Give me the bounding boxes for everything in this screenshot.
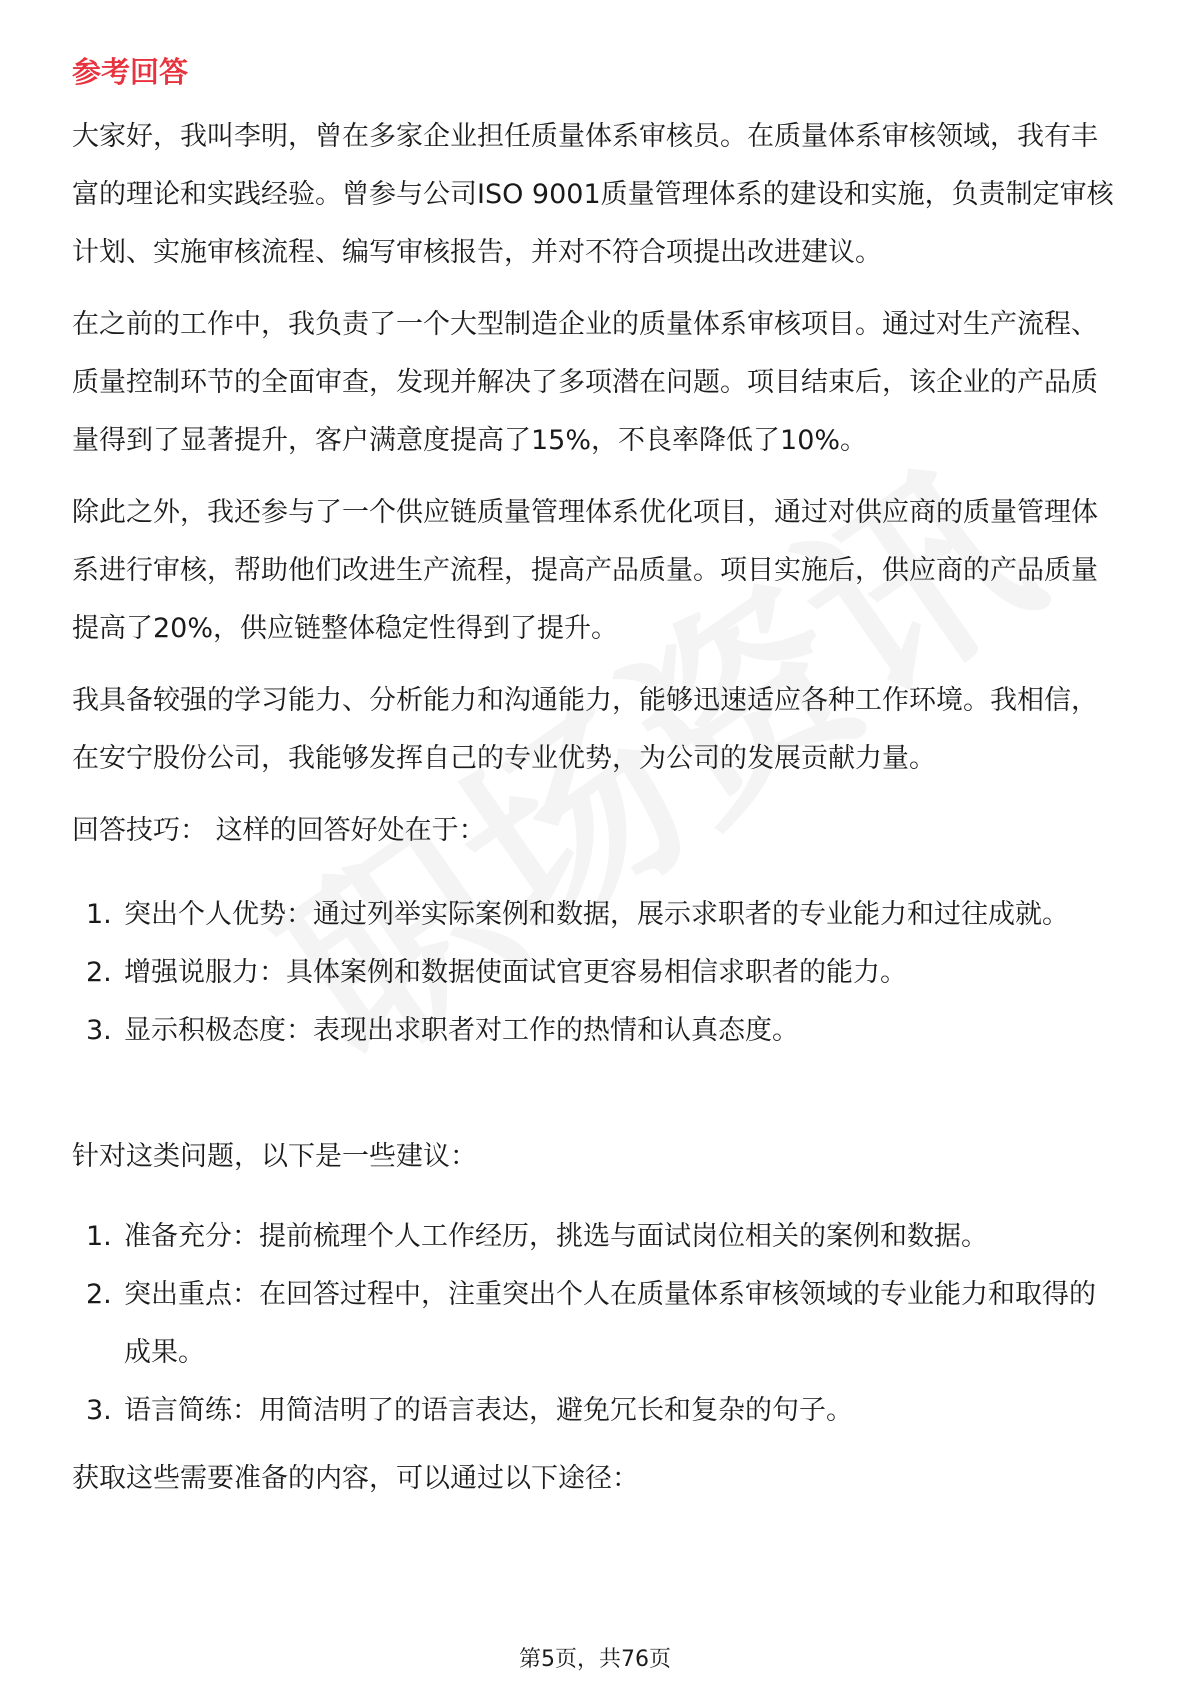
list-text: 准备充分：提前梳理个人工作经历，挑选与面试岗位相关的案例和数据。 bbox=[124, 1221, 988, 1252]
list-text: 显示积极态度：表现出求职者对工作的热情和认真态度。 bbox=[124, 1015, 799, 1046]
paragraph-intro: 大家好，我叫李明，曾在多家企业担任质量体系审核员。在质量体系审核领域，我有丰富的理论和实践经验。曾参与公司ISO 9001质量管理体系的建设和实施，负责制定审核计划、实施审核流程、编写审核报告，并对不符合项提出改进建议。 bbox=[72, 121, 1114, 268]
list-number: 2. bbox=[86, 1279, 112, 1310]
list-text: 突出个人优势：通过列举实际案例和数据，展示求职者的专业能力和过往成就。 bbox=[124, 899, 1069, 930]
list-text: 突出重点：在回答过程中，注重突出个人在质量体系审核领域的专业能力和取得的成果。 bbox=[124, 1279, 1096, 1368]
list-text: 语言简练：用简洁明了的语言表达，避免冗长和复杂的句子。 bbox=[124, 1395, 853, 1426]
list-number: 3. bbox=[86, 1015, 112, 1046]
closing-line: 获取这些需要准备的内容，可以通过以下途径： bbox=[72, 1463, 639, 1494]
section-heading: 参考回答 bbox=[72, 55, 189, 89]
tips-list bbox=[72, 886, 1122, 1060]
list-text: 增强说服力：具体案例和数据使面试官更容易相信求职者的能力。 bbox=[124, 957, 907, 988]
list-item bbox=[72, 1382, 1122, 1440]
paragraph-project: 在之前的工作中，我负责了一个大型制造企业的质量体系审核项目。通过对生产流程、质量控制环节的全面审查，发现并解决了多项潜在问题。项目结束后，该企业的产品质量得到了显著提升，客户满意度提高了15%，不良率降低了10%。 bbox=[72, 309, 1098, 456]
advice-list bbox=[72, 1208, 1122, 1440]
list-number: 3. bbox=[86, 1395, 112, 1426]
list-item bbox=[72, 1002, 1122, 1060]
list-number: 2. bbox=[86, 957, 112, 988]
page-number: 第5页，共76页 bbox=[519, 1647, 671, 1672]
list-item bbox=[72, 886, 1122, 944]
list-item bbox=[72, 944, 1122, 1002]
paragraph-supply-chain: 除此之外，我还参与了一个供应链质量管理体系优化项目，通过对供应商的质量管理体系进行审核，帮助他们改进生产流程，提高产品质量。项目实施后，供应商的产品质量提高了20%，供应链整体稳定性得到了提升。 bbox=[72, 497, 1098, 644]
list-item bbox=[72, 1208, 1122, 1266]
tips-intro: 回答技巧： 这样的回答好处在于： bbox=[72, 815, 486, 846]
list-number: 1. bbox=[86, 1221, 112, 1252]
list-number: 1. bbox=[86, 899, 112, 930]
paragraph-abilities: 我具备较强的学习能力、分析能力和沟通能力，能够迅速适应各种工作环境。我相信，在安宁股份公司，我能够发挥自己的专业优势，为公司的发展贡献力量。 bbox=[72, 685, 1098, 774]
list-item bbox=[72, 1266, 1122, 1382]
advice-intro: 针对这类问题，以下是一些建议： bbox=[72, 1141, 477, 1172]
